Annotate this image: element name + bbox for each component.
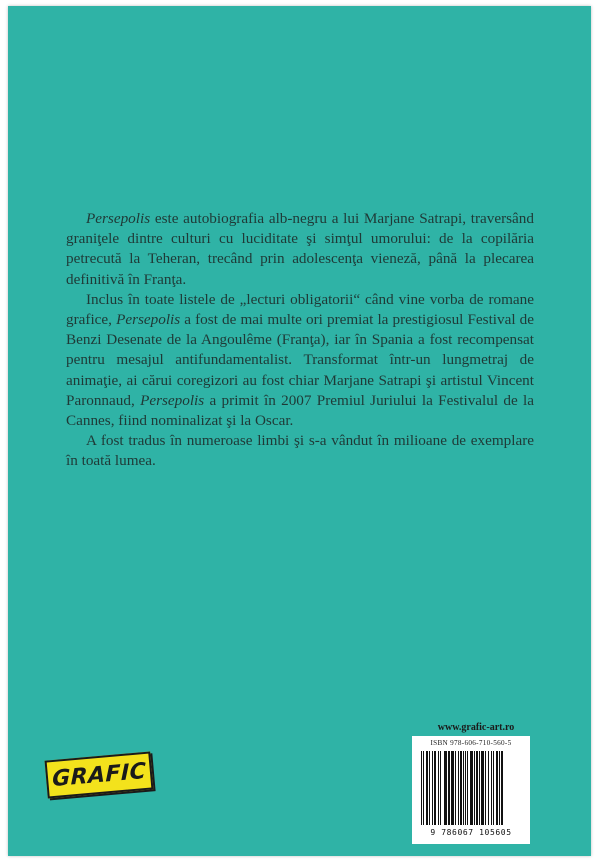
blurb-text <box>66 209 534 472</box>
book-title: Persepolis <box>116 311 181 329</box>
publisher-logo-text: GRAFIC <box>51 758 147 792</box>
book-title: Persepolis <box>86 210 151 227</box>
isbn-label: ISBN 978-606-710-560-5 <box>430 739 512 747</box>
publisher-website: www.grafic-art.ro <box>437 722 515 733</box>
barcode-stripe <box>503 751 504 825</box>
book-title: Persepolis <box>140 391 205 409</box>
blurb-paragraph-2-part-c: a primit în 2007 Premiul Juriului la Festivalul de la Cannes, fiind nominalizat şi la Oscar. <box>66 391 534 430</box>
barcode-bars <box>421 751 521 825</box>
back-cover <box>8 6 591 856</box>
blurb-paragraph-2-part-b: a fost de mai multe ori premiat la prestigiosul Festival de Benzi Desenate de la Angoulême (Franţa), iar în Spania a fost recompensat pentru mesajul antifundamentalist. Transformat într-un lungmetraj de animaţie, ai cărui coregizori au fost chiar Marjane Satrapi şi artistul Vincent Paronnaud, <box>66 311 535 409</box>
blurb-paragraph-2 <box>66 290 534 431</box>
blurb-paragraph-1 <box>66 209 534 290</box>
barcode-panel <box>412 736 530 844</box>
blurb-paragraph-1-text: este autobiografia alb-negru a lui Marjane Satrapi, traversând graniţele dintre culturi cu luciditate şi simţul umorului: de la copilăria petrecută la Teheran, trecând prin adolescenţa vieneză, până la plecarea definitivă în Franţa. <box>66 210 534 288</box>
publisher-logo <box>45 751 154 798</box>
blurb-paragraph-3: A fost tradus în numeroase limbi şi s-a vândut în milioane de exemplare în toată lumea. <box>66 432 534 470</box>
barcode-digits: 9 786067 105605 <box>430 828 512 837</box>
blurb-paragraph-2-part-a: Inclus în toate listele de „lecturi obligatorii“ când vine vorba de romane grafice, <box>66 290 534 329</box>
